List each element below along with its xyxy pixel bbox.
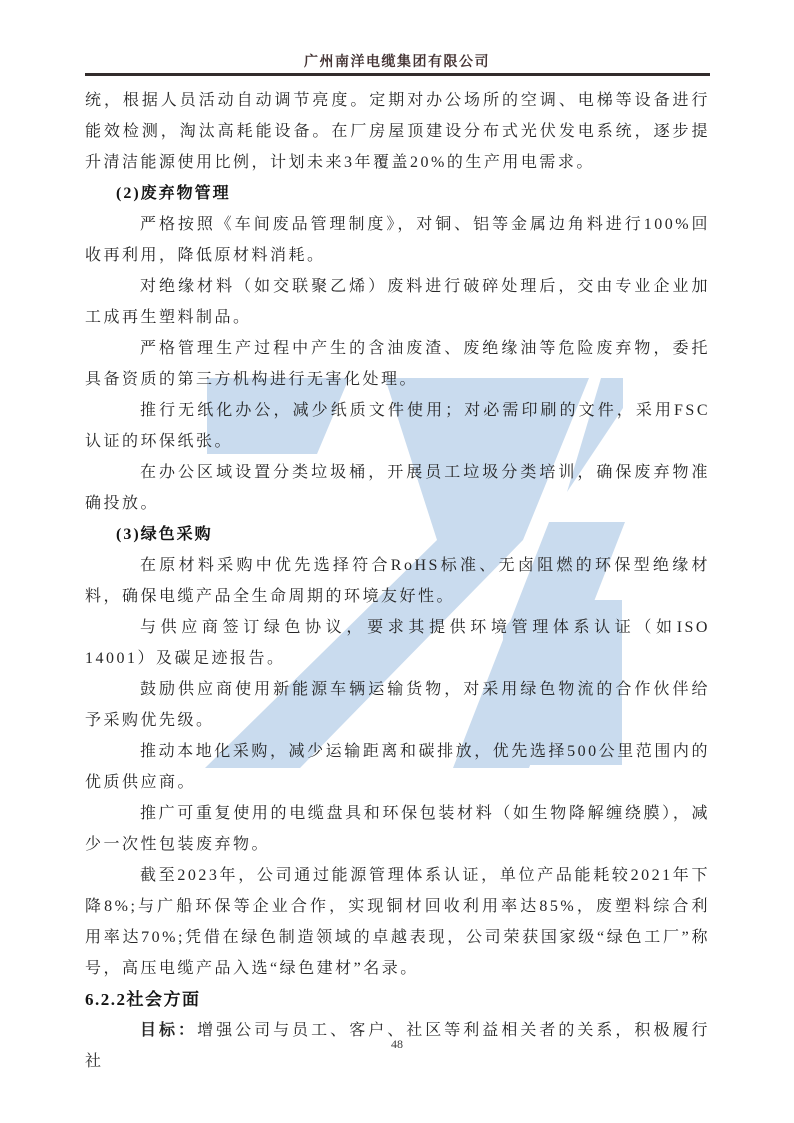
- paragraph-green-2: 与供应商签订绿色协议，要求其提供环境管理体系认证（如ISO 14001）及碳足迹报告。: [85, 619, 710, 667]
- paragraph-waste-4: 推行无纸化办公，减少纸质文件使用；对必需印刷的文件，采用FSC认证的环保纸张。: [85, 402, 710, 450]
- goal-label: 目标：: [140, 1022, 198, 1039]
- header-rule: [85, 73, 710, 76]
- heading-waste-management: (2)废弃物管理: [116, 185, 231, 202]
- heading-social-aspect: 6.2.2社会方面: [85, 990, 201, 1009]
- paragraph-waste-2: 对绝缘材料（如交联聚乙烯）废料进行破碎处理后，交由专业企业加工成再生塑料制品。: [85, 278, 710, 326]
- paragraph-energy-continuation: 统，根据人员活动自动调节亮度。定期对办公场所的空调、电梯等设备进行能效检测，淘汰高耗能设备。在厂房屋顶建设分布式光伏发电系统，逐步提升清洁能源使用比例，计划未来3年覆盖20%的生产用电需求。: [85, 92, 710, 171]
- heading-green-procurement: (3)绿色采购: [116, 526, 213, 543]
- paragraph-green-4: 推动本地化采购，减少运输距离和碳排放，优先选择500公里范围内的优质供应商。: [85, 743, 710, 791]
- paragraph-green-5: 推广可重复使用的电缆盘具和环保包装材料（如生物降解缠绕膜），减少一次性包装废弃物。: [85, 805, 710, 853]
- paragraph-green-1: 在原材料采购中优先选择符合RoHS标准、无卤阻燃的环保型绝缘材料，确保电缆产品全生命周期的环境友好性。: [85, 557, 710, 605]
- document-body: [85, 85, 710, 1077]
- goal-text: 增强公司与员工、客户、社区等利益相关者的关系，积极履行社: [85, 1022, 710, 1070]
- paragraph-green-3: 鼓励供应商使用新能源车辆运输货物，对采用绿色物流的合作伙伴给予采购优先级。: [85, 681, 710, 729]
- paragraph-waste-1: 严格按照《车间废品管理制度》，对铜、铝等金属边角料进行100%回收再利用，降低原材料消耗。: [85, 216, 710, 264]
- paragraph-green-achievements: 截至2023年，公司通过能源管理体系认证，单位产品能耗较2021年下降8%;与广船环保等企业合作，实现铜材回收利用率达85%，废塑料综合利用率达70%;凭借在绿色制造领域的卓越表现，公司荣获国家级“绿色工厂”称号，高压电缆产品入选“绿色建材”名录。: [85, 867, 710, 977]
- header-company-name: 广州南洋电缆集团有限公司: [304, 55, 490, 70]
- paragraph-waste-3: 严格管理生产过程中产生的含油废渣、废绝缘油等危险废弃物，委托具备资质的第三方机构进行无害化处理。: [85, 340, 710, 388]
- page-number: 48: [391, 1037, 403, 1051]
- paragraph-waste-5: 在办公区域设置分类垃圾桶，开展员工垃圾分类培训，确保废弃物准确投放。: [85, 464, 710, 512]
